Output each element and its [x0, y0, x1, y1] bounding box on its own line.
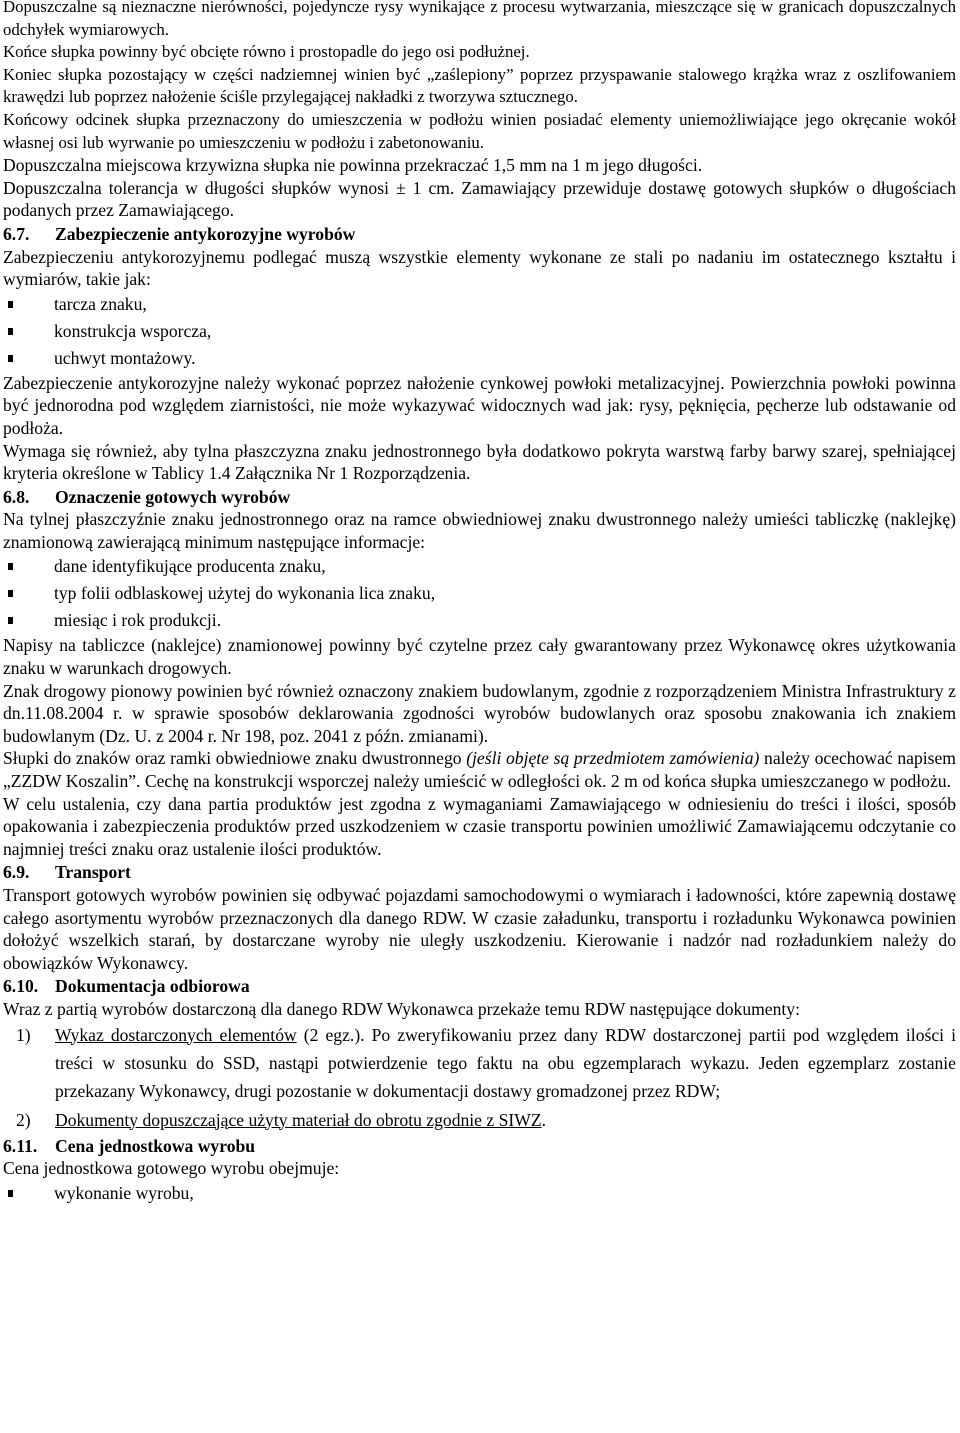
paragraph: Transport gotowych wyrobów powinien się odbywać pojazdami samochodowymi o wymiarach i ładowności, które zapewnią dostawę całego asortymentu wyrobów przeznaczonych dla danego RDW. W czasie załadunku, transportu i rozładunku Wykonawca powinien dołożyć wszelkich starań, by dostarczane wyroby nie uległy uszkodzeniu. Kierowanie i nadzór nad rozładunkiem należy do obowiązków Wykonawcy.: [3, 885, 956, 973]
list-item: typ folii odblaskowej użytej do wykonania lica znaku,: [3, 580, 956, 607]
text-run: Słupki do znaków oraz ramki obwiedniowe znaku dwustronnego: [3, 748, 467, 769]
text-run: .: [541, 1109, 547, 1130]
bullet-list: [3, 291, 956, 372]
list-item: [3, 1106, 956, 1134]
section-number: 6.9.: [3, 862, 30, 883]
section-number: 6.10.: [3, 976, 39, 997]
section-title: Zabezpieczenie antykorozyjne wyrobów: [55, 223, 356, 244]
paragraph: Wymaga się również, aby tylna płaszczyzna znaku jednostronnego była dodatkowo pokryta warstwą farby barwy szarej, spełniającej kryteria określone w Tablicy 1.4 Załącznika Nr 1 Rozporządzenia.: [3, 440, 956, 484]
list-marker: 1): [16, 1024, 31, 1045]
paragraph: Znak drogowy pionowy powinien być również oznaczony znakiem budowlanym, zgodnie z rozporządzeniem Ministra Infrastruktury z dn.11.08.2004 r. w sprawie sposobów deklarowania zgodności wyrobów budowlanych oraz sposobu znakowania ich znakiem budowlanym (Dz. U. z 2004 r. Nr 198, poz. 2041 z późn. zmianami).: [3, 680, 956, 746]
section-heading-6-7: [3, 223, 956, 246]
paragraph: W celu ustalenia, czy dana partia produktów jest zgodna z wymaganiami Zamawiającego w odniesieniu do treści i ilości, sposób opakowania i zabezpieczenia produktów przed uszkodzeniem w czasie transportu powinien umożliwić Zamawiającemu odczytanie co najmniej treści znaku oraz ustalenie ilości produktów.: [3, 793, 956, 859]
section-title: Transport: [55, 862, 131, 883]
list-item: wykonanie wyrobu,: [3, 1180, 956, 1207]
paragraph: Napisy na tabliczce (naklejce) znamionowej powinny być czytelne przez cały gwarantowany przez Wykonawcę okres użytkowania znaku w warunkach drogowych.: [3, 635, 956, 679]
paragraph: Końcowy odcinek słupka przeznaczony do umieszczenia w podłożu winien posiadać elementy uniemożliwiające jego okręcanie wokół własnej osi lub wyrwanie po umieszczeniu w podłożu i zabetonowaniu.: [3, 109, 956, 152]
list-item: [3, 1021, 956, 1105]
paragraph: Zabezpieczeniu antykorozyjnemu podlegać muszą wszystkie elementy wykonane ze stali po nadaniu im ostatecznego kształtu i wymiarów, takie jak:: [3, 246, 956, 290]
section-heading-6-8: [3, 486, 956, 509]
section-title: Dokumentacja odbiorowa: [55, 976, 250, 997]
numbered-list: [3, 1021, 956, 1134]
paragraph: Dopuszczalna miejscowa krzywizna słupka nie powinna przekraczać 1,5 mm na 1 m jego długości.: [3, 155, 703, 176]
section-number: 6.7.: [3, 223, 30, 244]
italic-note: (jeśli objęte są przedmiotem zamówienia): [466, 748, 760, 769]
list-item: konstrukcja wsporcza,: [3, 318, 956, 345]
paragraph: Na tylnej płaszczyźnie znaku jednostronnego oraz na ramce obwiedniowej znaku dwustronnego należy umieści tabliczkę (naklejkę) znamionową zawierającą minimum następujące informacje:: [3, 509, 956, 552]
paragraph: Zabezpieczenie antykorozyjne należy wykonać poprzez nałożenie cynkowej powłoki metalizacyjnej. Powierzchnia powłoki powinna być jednorodna pod względem ziarnistości, nie może wykazywać widocznych wad jak: rysy, pęknięcia, pęcherze lub odstawanie od podłoża.: [3, 372, 956, 438]
list-item: uchwyt montażowy.: [3, 345, 956, 372]
paragraph: Dopuszczalne są nieznaczne nierówności, pojedyncze rysy wynikające z procesu wytwarzania, mieszczące się w granicach dopuszczalnych odchyłek wymiarowych.: [3, 0, 956, 39]
list-item: dane identyfikujące producenta znaku,: [3, 553, 956, 580]
paragraph: Dopuszczalna tolerancja w długości słupków wynosi ± 1 cm. Zamawiający przewiduje dostawę gotowych słupków o długościach podanych przez Zamawiającego.: [3, 177, 956, 221]
section-title: Cena jednostkowa wyrobu: [55, 1135, 256, 1156]
paragraph: [3, 747, 956, 792]
section-number: 6.8.: [3, 486, 30, 507]
list-item: tarcza znaku,: [3, 291, 956, 318]
text-run: (2 egz.). Po zweryfikowaniu przez dany RDW dostarczonej partii pod względem ilości i treści w stosunku do SSD, nastąpi potwierdzenie tego faktu na obu egzemplarach wykazu. Jeden egzemplarz zostanie przekazany Wykonawcy, drugi pozostanie w dokumentacji dostawy gromadzonej przez RDW;: [55, 1024, 956, 1101]
bullet-list: [3, 1180, 956, 1207]
list-marker: 2): [16, 1109, 31, 1130]
document-title: Wykaz dostarczonych elementów: [55, 1024, 297, 1045]
section-title: Oznaczenie gotowych wyrobów: [55, 486, 291, 507]
text-run: należy ocechować napisem „ZZDW Koszalin”. Cechę na konstrukcji wsporczej należy umieścić w odległości ok. 2 m od końca słupka umieszczanego w podłożu.: [3, 748, 956, 792]
paragraph: Wraz z partią wyrobów dostarczoną dla danego RDW Wykonawca przekaże temu RDW następujące dokumenty:: [3, 998, 800, 1019]
section-number: 6.11.: [3, 1135, 38, 1156]
document-title: Dokumenty dopuszczające użyty materiał do obrotu zgodnie z SIWZ: [55, 1109, 542, 1130]
paragraph: Koniec słupka pozostający w części nadziemnej winien być „zaślepiony” poprzez przyspawanie stalowego krążka wraz z oszlifowaniem krawędzi lub poprzez nałożenie ściśle przylegającej nakładki z tworzywa sztucznego.: [3, 64, 956, 107]
document-body: [3, 0, 956, 1207]
section-heading-6-9: [3, 861, 956, 884]
list-item: miesiąc i rok produkcji.: [3, 607, 956, 634]
paragraph: Cena jednostkowa gotowego wyrobu obejmuje:: [3, 1158, 340, 1179]
section-heading-6-10: [3, 975, 956, 998]
bullet-list: [3, 553, 956, 634]
paragraph: Końce słupka powinny być obcięte równo i prostopadle do jego osi podłużnej.: [3, 42, 530, 62]
section-heading-6-11: [3, 1135, 956, 1158]
